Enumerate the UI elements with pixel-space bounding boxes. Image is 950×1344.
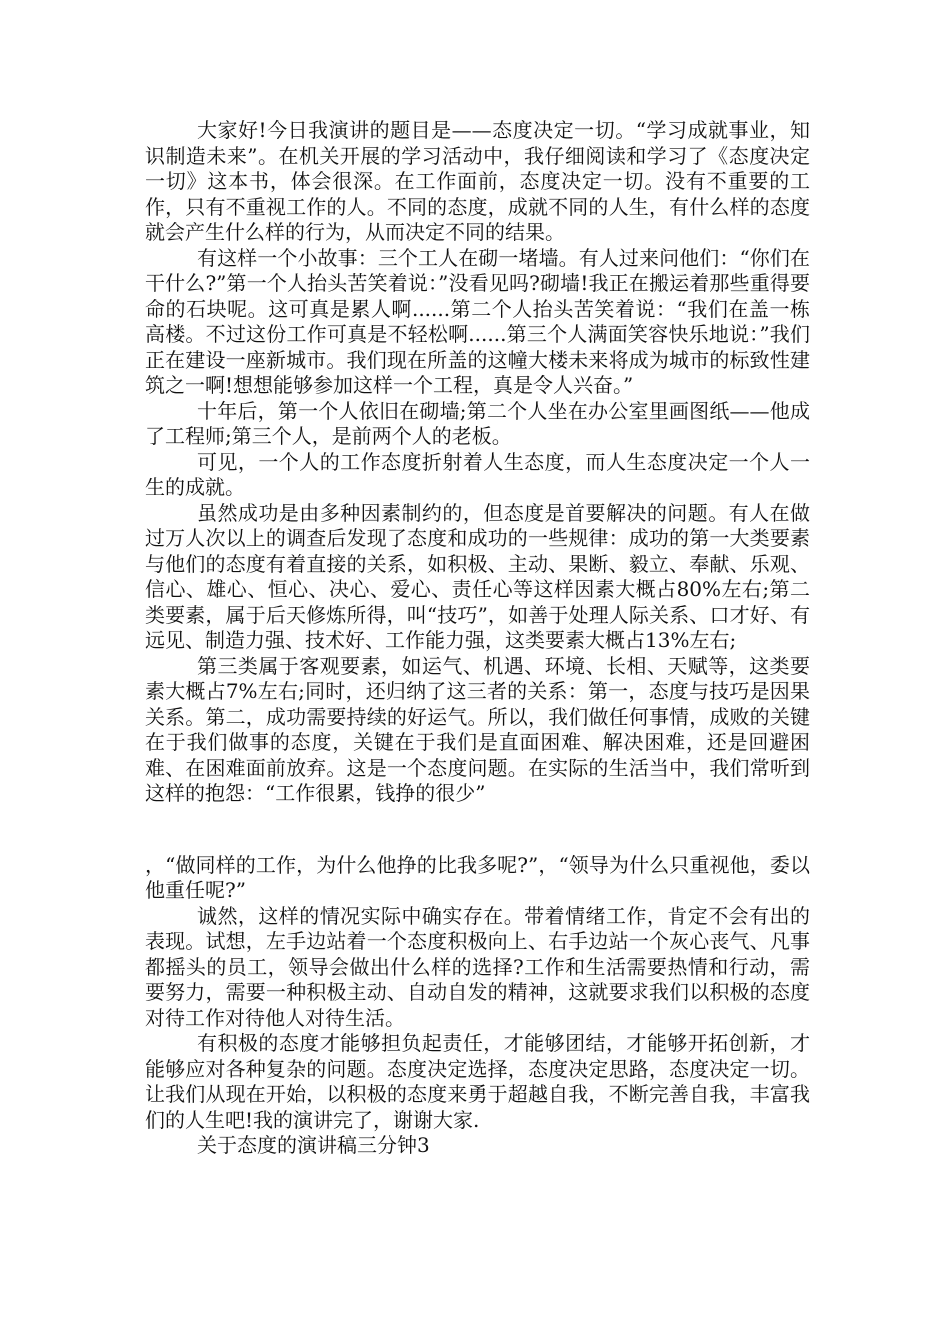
- paragraph-intro: 大家好!今日我演讲的题目是——态度决定一切。“学习成就事业，知识制造未来”。在机关开展的学习活动中，我仔细阅读和学习了《态度决定一切》这本书，体会很深。在工作面前，态度决定一切。没有不重要的工作，只有不重视工作的人。不同的态度，成就不同的人生，有什么样的态度就会产生什么样的行为，从而决定不同的结果。: [145, 118, 810, 244]
- paragraph-success-factors: 虽然成功是由多种因素制约的，但态度是首要解决的问题。有人在做过万人次以上的调查后发现了态度和成功的一些规律：成功的第一大类要素与他们的态度有着直接的关系，如积极、主动、果断、毅立、奉献、乐观、信心、雄心、恒心、决心、爱心、责任心等这样因素大概占80%左右;第二类要素，属于后天修炼所得，叫“技巧”，如善于处理人际关系、口才好、有远见、制造力强、技术好、工作能力强，这类要素大概占13%左右;: [145, 500, 810, 652]
- paragraph-ten-years-later: 十年后，第一个人依旧在砌墙;第二个人坐在办公室里画图纸——他成了工程师;第三个人，是前两个人的老板。: [145, 398, 810, 448]
- paragraph-indeed: 诚然，这样的情况实际中确实存在。带着情绪工作，肯定不会有出的表现。试想，左手边站着一个态度积极向上、右手边站一个灰心丧气、凡事都摇头的员工，领导会做出什么样的选择?工作和生活需要热情和行动，需要努力，需要一种积极主动、自动自发的精神，这就要求我们以积极的态度对待工作对待他人对待生活。: [145, 903, 810, 1030]
- paragraph-conclusion: 可见，一个人的工作态度折射着人生态度，而人生态度决定一个人一生的成就。: [145, 449, 810, 499]
- paragraph-story: 有这样一个小故事：三个工人在砌一堵墙。有人过来问他们：“你们在干什么?”第一个人抬头苦笑着说：”没看见吗?砌墙!我正在搬运着那些重得要命的石块呢。这可真是累人啊......第二个人抬头苦笑着说：“我们在盖一栋高楼。不过这份工作可真是不轻松啊......第三个人满面笑容快乐地说：”我们正在建设一座新城市。我们现在所盖的这幢大楼未来将成为城市的标致性建筑之一啊!想想能够参加这样一个工程，真是令人兴奋。”: [145, 245, 810, 397]
- paragraph-objective-factors: 第三类属于客观要素，如运气、机遇、环境、长相、天赋等，这类要素大概占7%左右;同时，还归纳了这三者的关系：第一，态度与技巧是因果关系。第二，成功需要持续的好运气。所以，我们做任何事情，成败的关键在于我们做事的态度，关键在于我们是直面困难、解决困难，还是回避困难、在困难面前放弃。这是一个态度问题。在实际的生活当中，我们常听到这样的抱怨：“工作很累，钱挣的很少”: [145, 653, 810, 805]
- paragraph-complaints: ，“做同样的工作，为什么他挣的比我多呢?”，“领导为什么只重视他，委以他重任呢?”: [145, 852, 810, 902]
- paragraph-gap: [145, 807, 810, 853]
- paragraph-closing: 有积极的态度才能够担负起责任，才能够团结，才能够开拓创新，才能够应对各种复杂的问题。态度决定选择，态度决定思路，态度决定一切。让我们从现在开始，以积极的态度来勇于超越自我，不断完善自我，丰富我们的人生吧!我的演讲完了，谢谢大家.: [145, 1031, 810, 1132]
- next-section-heading: 关于态度的演讲稿三分钟3: [197, 1133, 430, 1157]
- document-body: [145, 118, 810, 1159]
